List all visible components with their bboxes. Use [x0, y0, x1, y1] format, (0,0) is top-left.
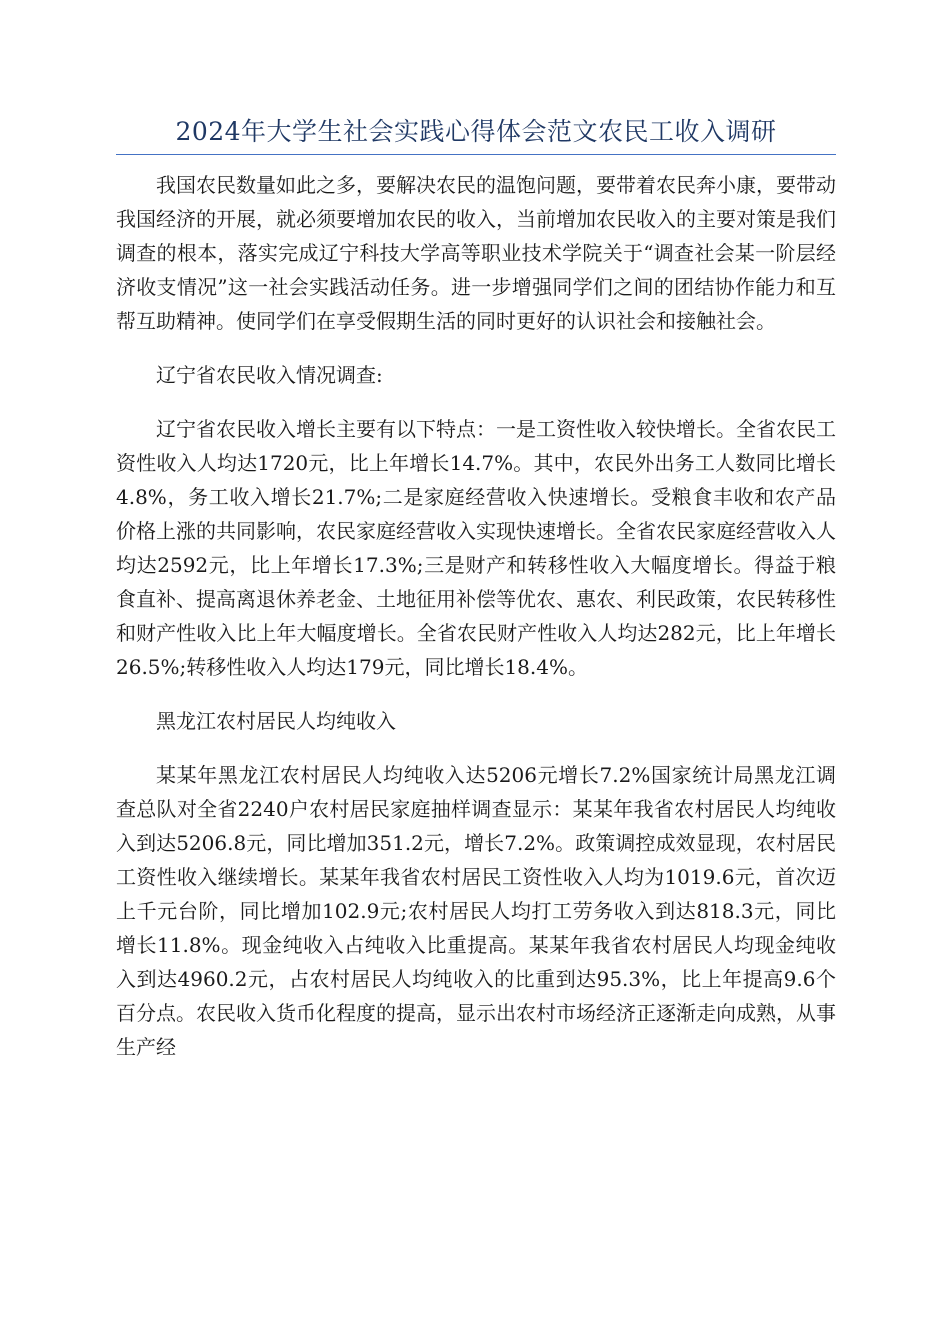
document-title: 2024年大学生社会实践心得体会范文农民工收入调研 — [175, 117, 777, 146]
paragraph-liaoning-income: 辽宁省农民收入增长主要有以下特点：一是工资性收入较快增长。全省农民工资性收入人均达1720元，比上年增长14.7%。其中，农民外出务工人数同比增长4.8%，务工收入增长21.7%;二是家庭经营收入快速增长。受粮食丰收和农产品价格上涨的共同影响，农民家庭经营收入实现快速增长。全省农民家庭经营收入人均达2592元，比上年增长17.3%;三是财产和转移性收入大幅度增长。得益于粮食直补、提高离退休养老金、土地征用补偿等优农、惠农、利民政策，农民转移性和财产性收入比上年大幅度增长。全省农民财产性收入人均达282元，比上年增长26.5%;转移性收入人均达179元，同比增长18.4%。 — [116, 417, 836, 679]
section-heading-liaoning: 辽宁省农民收入情况调查: — [156, 363, 383, 387]
document-body — [116, 168, 836, 1084]
paragraph-intro: 我国农民数量如此之多，要解决农民的温饱问题，要带着农民奔小康，要带动我国经济的开展，就必须要增加农民的收入，当前增加农民收入的主要对策是我们调查的根本，落实完成辽宁科技大学高等职业技术学院关于“调查社会某一阶层经济收支情况”这一社会实践活动任务。进一步增强同学们之间的团结协作能力和互帮互助精神。使同学们在享受假期生活的同时更好的认识社会和接触社会。 — [116, 173, 836, 333]
paragraph-heilongjiang-income: 某某年黑龙江农村居民人均纯收入达5206元增长7.2%国家统计局黑龙江调查总队对全省2240户农村居民家庭抽样调查显示：某某年我省农村居民人均纯收入到达5206.8元，同比增加351.2元，增长7.2%。政策调控成效显现，农村居民工资性收入继续增长。某某年我省农村居民工资性收入人均为1019.6元，首次迈上千元台阶，同比增加102.9元;农村居民人均打工劳务收入到达818.3元，同比增长11.8%。现金纯收入占纯收入比重提高。某某年我省农村居民人均现金纯收入到达4960.2元，占农村居民人均纯收入的比重到达95.3%，比上年提高9.6个百分点。农民收入货币化程度的提高，显示出农村市场经济正逐渐走向成熟，从事生产经 — [116, 763, 836, 1059]
title-underline — [116, 154, 836, 155]
section-heading-heilongjiang: 黑龙江农村居民人均纯收入 — [156, 709, 396, 733]
